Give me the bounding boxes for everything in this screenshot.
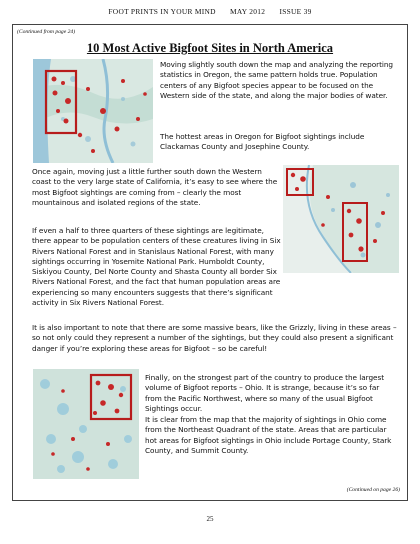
ohio-sightings-map: [33, 369, 139, 479]
paragraph-california-1: Once again, moving just a little further south down the Western coast to the very large state of California, it’s easy to see where the most Bigfoot sightings are coming from – clearly the most mountainous and isolated regions of the state.: [32, 167, 278, 207]
paragraph-ohio-1: Finally, on the strongest part of the country to produce the largest volume of Bigfoot reports – Ohio. It is strange, because it’s so far from the Pacific Northwest, where so many of the usual Bigfoot Sightings occur.: [145, 373, 385, 413]
paragraph-california-2: If even a half to three quarters of these sightings are legitimate, there appear to be population centers of these creatures living in Six Rivers National Forest and in Stanislaus National Forest, with many sightings occurring in Yosemite National Park. Humboldt County, Siskiyou County, Del Norte County and Shasta County all border Six Rivers National Forest, and the fact that human population areas are experiencing so many encounters suggests that there’s significant activity in Six Rivers National Forest.: [32, 226, 281, 308]
page-number: 25: [206, 515, 214, 523]
publication-name: FOOT PRINTS IN YOUR MIND: [108, 7, 216, 16]
paragraph-oregon-1: Moving slightly south down the map and analyzing the reporting statistics in Oregon, the same pattern holds true. Population centers of any Bigfoot species appear to be focused on the Western side of the state, and along the major bodies of water.: [160, 60, 394, 100]
issue-date: MAY 2012: [229, 7, 266, 16]
paragraph-bears: It is also important to note that there are some massive bears, like the Grizzly, living in these areas – so not only could they represent a number of the sightings, but they could also present a significant danger if you’re exploring these areas for Bigfoot – so be careful!: [32, 323, 397, 353]
article-title: 10 Most Active Bigfoot Sites in North America: [86, 41, 334, 55]
continued-from-note: (Continued from page 24): [17, 29, 76, 35]
paragraph-oregon-2: The hottest areas in Oregon for Bigfoot sightings include Clackamas County and Josephine County.: [160, 132, 365, 152]
continued-on-note: (Continued on page 26): [346, 487, 400, 493]
paragraph-ohio-2: It is clear from the map that the majority of sightings in Ohio come from the Northeast Quadrant of the state. Areas that are particular hot areas for Bigfoot sightings in Ohio include Portage County, Stark County, and Summit County.: [145, 415, 392, 455]
oregon-sightings-map: [33, 59, 153, 163]
california-sightings-map: [283, 165, 399, 273]
page-header: [0, 7, 420, 16]
issue-number: ISSUE 39: [279, 7, 312, 16]
